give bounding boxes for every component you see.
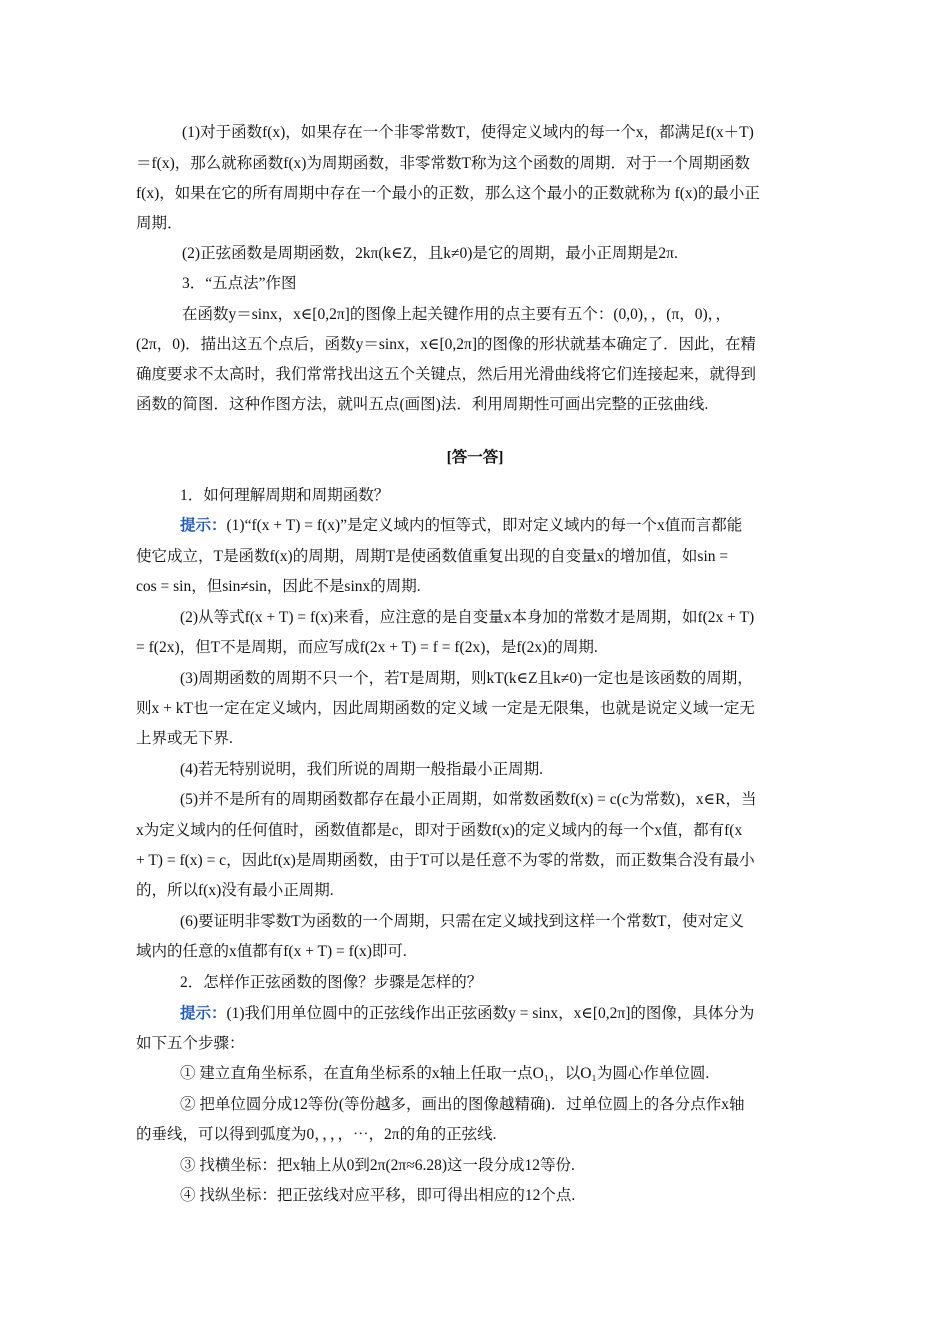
paragraph-line: (4)若无特别说明，我们所说的周期一般指最小正周期. [180,761,543,778]
paragraph-line: 使它成立，T是函数f(x)的周期，周期T是使函数值重复出现的自变量x的增加值，如sin = [136,548,729,565]
section-heading: 3．“五点法”作图 [182,275,297,292]
paragraph-line: + T) = f(x) = c，因此f(x)是周期函数，由于T可以是任意不为零的常数，而正数集合没有最小 [136,852,755,869]
paragraph-line: 如下五个步骤： [136,1035,245,1052]
paragraph-line: 则x + kT也一定在定义域内，因此周期函数的定义域 一定是无限集，也就是说定义域一定无 [136,700,755,717]
hint-label: 提示： [180,1005,227,1022]
paragraph-line: 周期． [136,215,183,232]
paragraph-line: 域内的任意的x值都有f(x + T) = f(x)即可. [136,943,407,960]
step-3: ③ 找横坐标：把x轴上从0到2π(2π≈6.28)这一段分成12等份. [180,1157,575,1174]
paragraph-line: cos = sin，但sin≠sin，因此不是sinx的周期. [136,578,421,595]
paragraph-line: 在函数y＝sinx，x∈[0,2π]的图像上起关键作用的点主要有五个：(0,0)，，(π，0)，， [182,306,731,323]
hint-label: 提示： [180,517,227,534]
question-1: 1．如何理解周期和周期函数？ [180,487,390,504]
hint-text: (1)我们用单位圆中的正弦线作出正弦函数y = sinx，x∈[0,2π]的图像，具体分为 [226,1005,755,1022]
question-2: 2．怎样作正弦函数的图像？步骤是怎样的？ [180,974,483,991]
step-1: ① 建立直角坐标系，在直角坐标系的x轴上任取一点O₁，以O₁为圆心作单位圆. [180,1065,710,1082]
paragraph-line: 函数的简图．这种作图方法，就叫五点(画图)法．利用周期性可画出完整的正弦曲线. [136,396,709,413]
hint-line [180,1004,754,1024]
hint-text: (1)“f(x + T) = f(x)”是定义域内的恒等式，即对定义域内的每一个x值而言都能 [226,517,743,534]
step-4: ④ 找纵坐标：把正弦线对应平移，即可得出相应的12个点. [180,1187,576,1204]
paragraph-line: (2)从等式f(x + T) = f(x)来看，应注意的是自变量x本身加的常数才是周期，如f(2x + T) [180,609,755,626]
paragraph-line: 的，所以f(x)没有最小正周期. [136,882,334,899]
paragraph-line: (2)正弦函数是周期函数，2kπ(k∈Z，且k≠0)是它的周期，最小正周期是2π. [182,245,678,262]
paragraph-line: (2π，0)．描出这五个点后，函数y＝sinx，x∈[0,2π]的图像的形状就基本确定了．因此，在精 [136,336,756,353]
paragraph-line: = f(2x)，但T不是周期，而应写成f(2x + T) = f = f(2x)，是f(2x)的周期. [136,639,598,656]
paragraph-line: (5)并不是所有的周期函数都存在最小正周期，如常数函数f(x) = c(c为常数)，x∈R，当 [180,791,757,808]
paragraph-line: f(x)，如果在它的所有周期中存在一个最小的正数，那么这个最小的正数就称为 f(x)的最小正 [136,185,760,202]
paragraph-line: 的垂线，可以得到弧度为0，，，，⋯，2π的角的正弦线. [136,1126,497,1143]
paragraph-line: (1)对于函数f(x)，如果存在一个非零常数T，使得定义域内的每一个x，都满足f(x＋T) [182,124,754,141]
paragraph-line: 上界或无下界. [136,730,233,747]
paragraph-line: x为定义域内的任何值时，函数值都是c，即对于函数f(x)的定义域内的每一个x值，都有f(x [136,822,743,839]
paragraph-line: (3)周期函数的周期不只一个，若T是周期，则kT(k∈Z且k≠0)一定也是该函数的周期， [180,670,753,687]
step-2: ② 把单位圆分成12等份(等份越多，画出的图像越精确)．过单位圆上的各分点作x轴 [180,1096,745,1113]
qa-heading: [答一答] [446,449,504,466]
paragraph-line: 确度要求不太高时，我们常常找出这五个关键点，然后用光滑曲线将它们连接起来，就得到 [136,366,757,383]
paragraph-line: ＝f(x)，那么就称函数f(x)为周期函数，非零常数T称为这个函数的周期．对于一个周期函数 [136,155,750,172]
paragraph-line: (6)要证明非零数T为函数的一个周期，只需在定义域找到这样一个常数T，使对定义 [180,913,745,930]
hint-line [180,516,742,536]
